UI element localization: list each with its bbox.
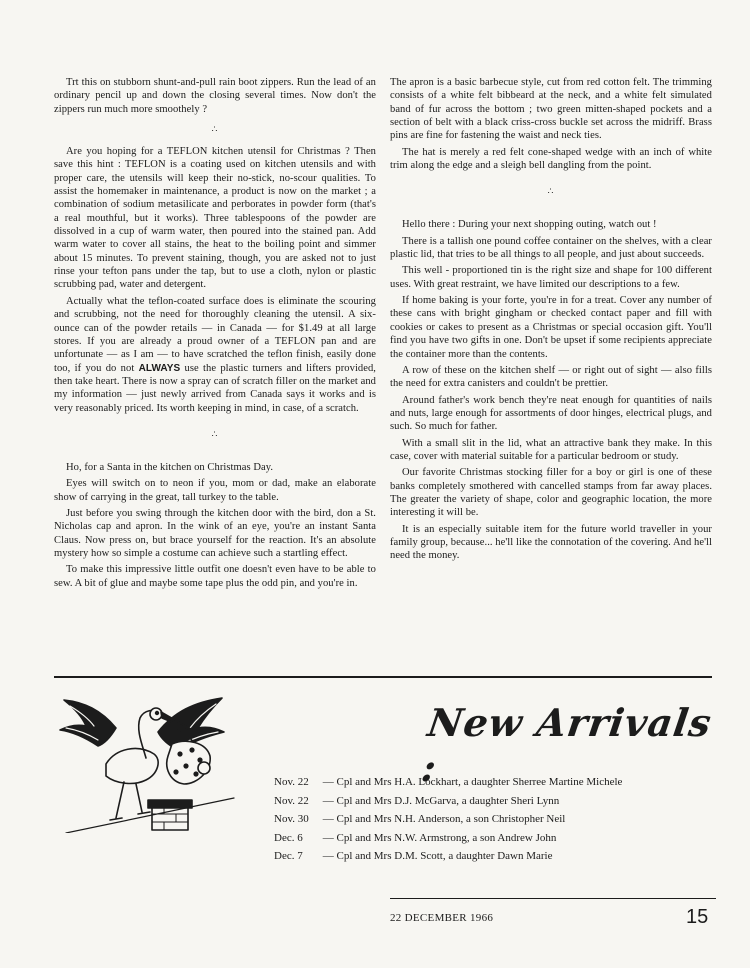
coffee-paragraph-9: It is an especially suitable item for the future world traveller in your family group, because... he'll like the connotation of the covering. And he'll need the money. [390, 523, 712, 562]
coffee-paragraph-3: This well - proportioned tin is the right size and shape for 100 different uses. With great restraint, we have limited our descriptions to a few. [390, 265, 712, 290]
arrival-date: Dec. 6 [274, 831, 303, 844]
coffee-paragraph-6: Around father's work bench they're neat enough for quantities of nails and nuts, large enough for assortments of door hinges, electrical plugs, and such. So much for father. [390, 394, 712, 433]
arrival-entry [274, 829, 744, 848]
section-separator: ∴ [547, 186, 555, 197]
apron-paragraph-1: The apron is a basic barbecue style, cut from red cotton felt. The trimming consists of a white felt bibbeard at the neck, and a white felt simulated band of fur across the bottom ; two green mitten-shaped pockets and a section of belt with a black criss-cross buckle set across the midriff. Brass pins are fine for fastening the waist and neck ties. [390, 77, 712, 142]
zipper-tip-paragraph: Trt this on stubborn shunt-and-pull rain boot zippers. Run the lead of an ordinary pencil up and down the closing several times. Now don't the zippers run much more smoothely ? [54, 77, 376, 115]
section-divider [54, 676, 712, 678]
issue-date: 22 DECEMBER 1966 [390, 912, 494, 924]
arrival-text: — Cpl and Mrs D.M. Scott, a daughter Dawn Marie [322, 850, 553, 863]
arrival-entry [274, 810, 744, 829]
emphasis-always: ALWAYS [138, 362, 181, 374]
arrival-entry [274, 773, 744, 792]
section-separator: ∴ [211, 428, 219, 439]
coffee-paragraph-8: Our favorite Christmas stocking filler for a boy or girl is one of these banks completely smothered with cancelled stamps from far away places. The greater the variety of shape, color and geographic location, the more interesting it will be. [390, 467, 712, 519]
arrival-date: Nov. 22 [274, 776, 309, 788]
right-column [390, 76, 712, 566]
arrival-entry [274, 792, 744, 811]
coffee-paragraph-5: A row of these on the kitchen shelf — or right out of sight — also fills the need for extra canisters and couldn't be prettier. [390, 364, 712, 390]
arrival-text: — Cpl and Mrs N.W. Armstrong, a son Andrew John [322, 831, 557, 844]
new-arrivals-heading: New Arrivals : [418, 700, 715, 790]
coffee-paragraph-4: If home baking is your forte, you're in for a treat. Cover any number of these cans with bright gingham or checked contact paper and fill with cookies or cakes to present as a Christmas or special occasion gift. You'll find you have two gifts in one. Don't be upset if some recipients appreciate the container more than the contents. [390, 295, 712, 360]
arrival-text: — Cpl and Mrs D.J. McGarva, a daughter Sheri Lynn [322, 794, 560, 807]
footer-divider [390, 898, 716, 899]
left-column [54, 76, 376, 593]
arrivals-list [274, 773, 744, 866]
arrival-text: — Cpl and Mrs N.H. Anderson, a son Christopher Neil [322, 813, 566, 826]
santa-paragraph-1: Ho, for a Santa in the kitchen on Christmas Day. [66, 461, 274, 473]
arrival-entry [274, 847, 744, 866]
santa-paragraph-4: To make this impressive little outfit one doesn't even have to be able to sew. A bit of glue and maybe some tape plus the odd pin, and you're in. [54, 564, 376, 589]
section-separator: ∴ [211, 124, 219, 135]
stork-illustration [46, 688, 236, 833]
arrival-date: Nov. 30 [274, 813, 309, 826]
coffee-paragraph-2: There is a tallish one pound coffee container on the shelves, with a clear plastic lid, that tries to be all things to all people, and just about succeeds. [390, 235, 712, 261]
arrival-date: Nov. 22 [274, 794, 309, 807]
apron-paragraph-2: The hat is merely a red felt cone-shaped wedge with an inch of white trim along the edge and a sleigh bell dangling from the point. [390, 146, 712, 172]
coffee-paragraph-1: Hello there : During your next shopping outing, watch out ! [402, 219, 657, 231]
santa-paragraph-3: Just before you swing through the kitchen door with the bird, don a St. Nicholas cap and apron. In the wink of an eye, you're an instant Santa Claus. Now press on, but brace yourself for the reaction. It's an absolute mystery how so simple a costume can achieve such a startling effect. [54, 507, 376, 559]
santa-paragraph-2: Eyes will switch on to neon if you, mom or dad, make an elaborate show of carrying in the great, tall turkey to the table. [54, 478, 376, 503]
coffee-paragraph-7: With a small slit in the lid, what an attractive bank they make. In this case, cover with material suitable for a particular bedroom or study. [390, 437, 712, 462]
arrival-date: Dec. 7 [274, 850, 303, 863]
teflon-paragraph-1: Are you hoping for a TEFLON kitchen utensil for Christmas ? Then save this hint : TEFLON is a coating used on kitchen utensils and with proper care, the utensils will keep their no-stick, no-scour qualities. To assist the homemaker in maintenance, a product is now on the market ; a combination of sodium metasilicate and perborates in powder form (that's a real mouthful, but it works). Three tablespoons of the powder are dissolved in a cup of warm water, then poured into the stained pan. Add warm water to cover all stains, the heat to the boiling point and simmer about 15 minutes. To prevent staining, though, you are asked not to just rinse your tefton pans under the tap, but to use a cloth, nylon or plastic scrubbing pad, water and detergent. [54, 146, 376, 291]
page-number: 15 [686, 906, 709, 928]
arrival-text: — Cpl and Mrs H.A. Lockhart, a daughter Sherree Martine Michele [322, 776, 623, 788]
teflon-paragraph-2: Actually what the teflon-coated surface does is eliminate the scouring and scrubbing, not the need for thoroughly cleaning the utensil. A six-ounce can of the powder retails — in Canada — for $1.49 at all large stores. If you are already a proud owner of a TEFLON pan and are unfortunate — as I am — to have scratched the teflon finish, easily done too, if you do not ALWAYS use the plastic turners and lifters provided, then take heart. There is now a spray can of scratch filler on the market and my information — just newly arrived from Canada says it works and is very reasonably priced. Its worth keeping in mind, in case, of a scratch. [54, 295, 376, 414]
